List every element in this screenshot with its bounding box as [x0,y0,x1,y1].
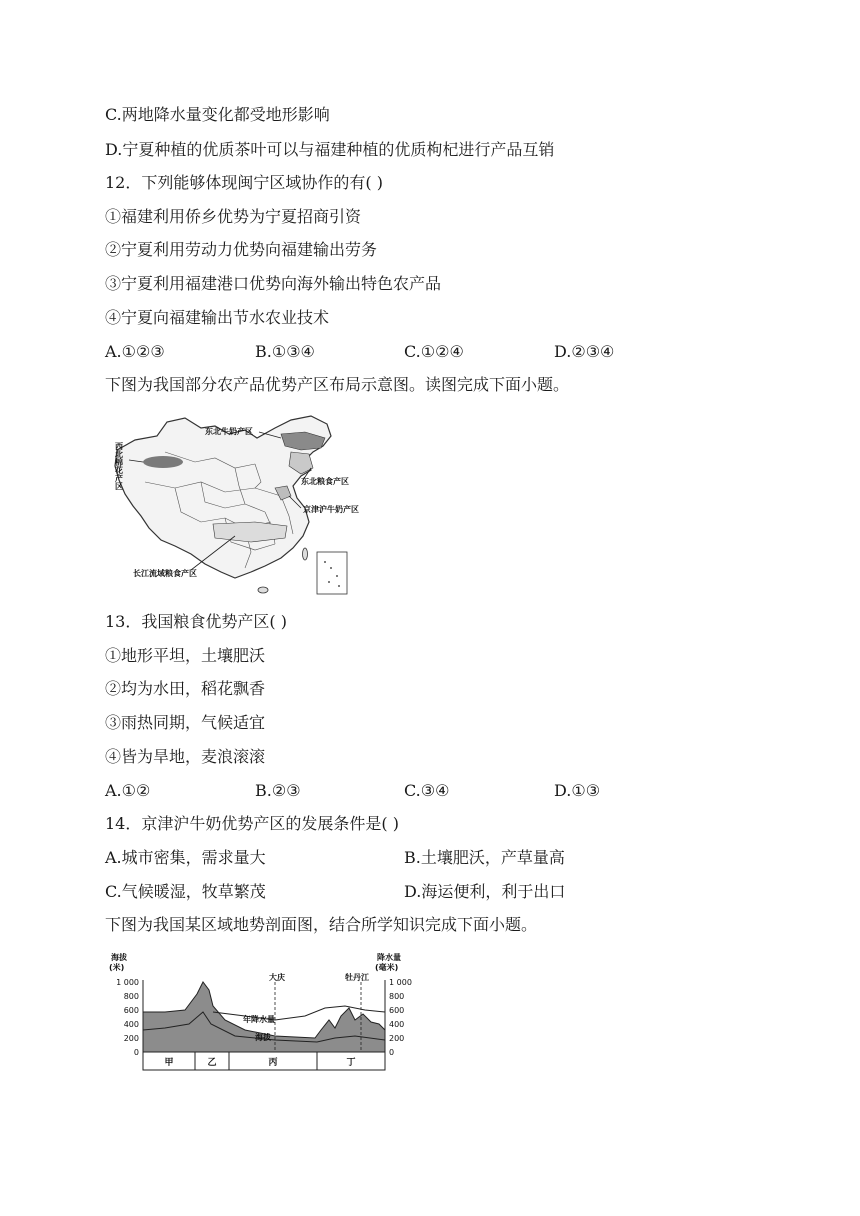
region-bing: 丙 [268,1058,278,1068]
q13-item-1: ①地形平坦，土壤肥沃 [105,646,266,665]
q11-option-c: C.两地降水量变化都受地形影响 [105,105,330,124]
label-northwest-cotton [115,441,124,491]
label-yangtze-grain: 长江流域粮食产区 [133,569,197,578]
south-sea-inset [317,552,347,594]
q13-option-d: D.①③ [554,781,601,800]
right-axis-title-2: (毫米) [375,963,399,972]
label-elevation: 海拔 [255,1033,271,1042]
q14-stem: 14．京津沪牛奶优势产区的发展条件是( ) [105,814,399,833]
label-mudanjiang: 牡丹江 [345,973,369,982]
agri-region-map [105,412,373,596]
terrain-profile-svg [105,950,415,1080]
intro-profile: 下图为我国某区域地势剖面图，结合所学知识完成下面小题。 [105,915,538,934]
hainan-island [258,587,268,593]
label-daqing: 大庆 [269,973,285,982]
region-jia: 甲 [164,1058,174,1068]
left-tick: 600 [123,1006,139,1015]
right-tick: 200 [389,1034,405,1043]
q13-option-b: B.②③ [255,781,301,800]
left-tick: 0 [133,1048,139,1057]
q12-stem: 12．下列能够体现闽宁区域协作的有( ) [105,173,383,192]
q13-stem: 13．我国粮食优势产区( ) [105,612,287,631]
northwest-cotton-area [143,456,183,468]
region-ding: 丁 [346,1058,356,1068]
q13-option-c: C.③④ [404,781,450,800]
q14-option-a: A.城市密集，需求量大 [105,848,266,867]
label-jjh-milk: 京津沪牛奶产区 [303,505,359,514]
q13-option-a: A.①② [105,781,151,800]
intro-map: 下图为我国部分农产品优势产区布局示意图。读图完成下面小题。 [105,375,570,394]
q12-option-b: B.①③④ [255,342,315,361]
q13-item-4: ④皆为旱地，麦浪滚滚 [105,747,266,766]
left-tick: 1 000 [116,978,139,987]
q12-item-3: ③宁夏利用福建港口优势向海外输出特色农产品 [105,274,442,293]
left-tick: 400 [123,1020,139,1029]
label-northeast-milk: 东北牛奶产区 [205,427,253,436]
taiwan-island [303,548,308,560]
left-tick: 200 [123,1034,139,1043]
q12-option-d: D.②③④ [554,342,615,361]
left-axis-title-1: 海拔 [111,953,127,962]
q13-item-3: ③雨热同期，气候适宜 [105,713,266,732]
left-axis-title-2: (米) [109,963,125,972]
q12-option-a: A.①②③ [105,342,165,361]
terrain-profile-figure [105,950,415,1080]
q12-item-2: ②宁夏利用劳动力优势向福建输出劳务 [105,240,378,259]
label-northeast-grain: 东北粮食产区 [301,477,349,486]
agri-region-map-svg [105,412,373,596]
q14-option-b: B.土壤肥沃，产草量高 [404,848,565,867]
right-tick: 400 [389,1020,405,1029]
region-yi: 乙 [207,1058,217,1068]
q12-item-4: ④宁夏向福建输出节水农业技术 [105,308,330,327]
right-tick: 0 [389,1048,395,1057]
right-tick: 800 [389,992,405,1001]
q11-option-d: D.宁夏种植的优质茶叶可以与福建种植的优质枸杞进行产品互销 [105,140,555,159]
yangtze-grain-area [213,522,287,542]
q12-option-c: C.①②④ [404,342,464,361]
q14-option-d: D.海运便利，利于出口 [404,882,566,901]
q13-item-2: ②均为水田，稻花飘香 [105,679,266,698]
right-axis-title-1: 降水量 [377,953,401,962]
right-tick: 600 [389,1006,405,1015]
q12-item-1: ①福建利用侨乡优势为宁夏招商引资 [105,207,362,226]
left-tick: 800 [123,992,139,1001]
right-tick: 1 000 [389,978,412,987]
q14-option-c: C.气候暖湿，牧草繁茂 [105,882,266,901]
label-northwest-cotton-text: 西北棉花产区 [114,442,124,490]
label-precip: 年降水量 [243,1015,275,1024]
